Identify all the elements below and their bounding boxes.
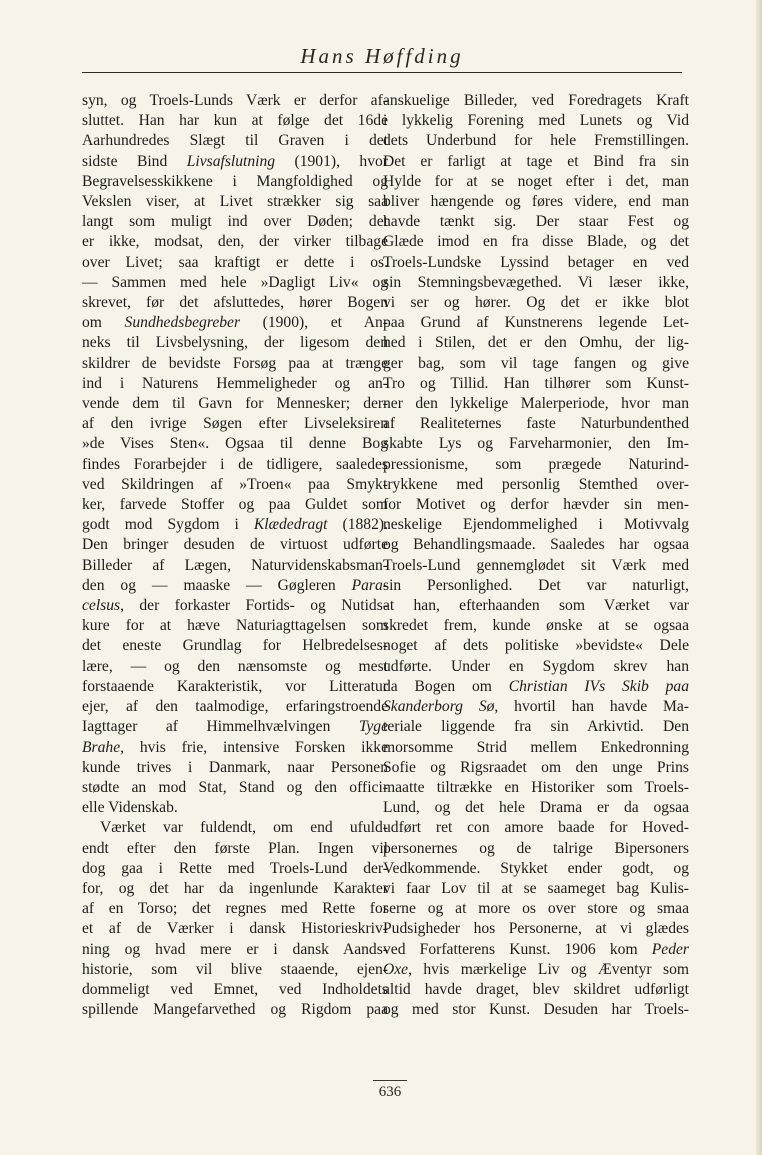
text-line: »de Vises Sten«. Ogsaa til denne Bog	[82, 435, 388, 453]
text-line: teriale liggende fra sin Arkivtid. Den	[383, 718, 689, 736]
page-number-rule	[373, 1080, 407, 1081]
text-line: Glæde imod en fra disse Blade, og det	[383, 233, 689, 251]
italic-title: Livsafslutning	[186, 152, 276, 170]
text-line: i lykkelig Forening med Lunets og Vid	[383, 112, 689, 130]
italic-title: Oxe	[383, 960, 409, 978]
text-line: udførte. Under en Sygdom skrev han	[383, 657, 689, 675]
italic-title: Christian IVs Skib paa	[508, 677, 689, 695]
text-line: maatte tiltrække en Historiker som Troels-	[383, 778, 689, 796]
text-line: vende dem til Gavn for Mennesker; der-	[82, 395, 388, 413]
text-line: endt efter den første Plan. Ingen vil	[82, 839, 388, 857]
text-line: Troels-Lund gennemglødet sit Værk med	[383, 556, 689, 574]
italic-title: Klædedragt	[253, 516, 328, 534]
italic-title: Peder	[651, 940, 689, 958]
text-line: ved Skildringen af »Troen« paa Smyk-	[82, 475, 388, 493]
text-line: neks til Livsbelysning, der ligesom den	[82, 334, 388, 352]
text-line: Vekslen viser, at Livet strækker sig saa	[82, 193, 388, 211]
text-line	[82, 515, 388, 535]
italic-title: Skanderborg Sø	[383, 698, 495, 716]
text-line: det eneste Grundlag for Helbredelses-	[82, 637, 388, 655]
header-rule	[82, 72, 682, 73]
text-line: kure for at hæve Naturiagttagelsen som	[82, 617, 388, 635]
text-line: trykkene med personlig Stemthed over-	[383, 475, 689, 493]
page-number: 636	[378, 1084, 402, 1100]
line-text-after: , hvis mærkelige Liv og Æventyr som	[408, 960, 689, 978]
text-line	[82, 313, 388, 333]
text-line: personernes og de talrige Bipersoners	[383, 839, 689, 857]
text-line: Tro og Tillid. Han tilhører som Kunst-	[383, 374, 689, 392]
text-line: Billeder af Lægen, Naturvidenskabsman-	[82, 556, 388, 574]
line-text-before: om	[82, 314, 125, 332]
text-line: anskuelige Billeder, ved Foredragets Kraft	[383, 92, 689, 109]
text-line	[383, 677, 689, 697]
line-text-before: Iagttager af Himmelhvælvingen	[82, 718, 359, 736]
text-line	[82, 717, 388, 737]
italic-title: Para-	[351, 576, 388, 594]
text-line: langt som muligt ind over Døden; det	[82, 213, 388, 231]
italic-title: Tyge	[358, 718, 388, 736]
italic-title: Sundhedsbegreber	[124, 314, 241, 332]
text-line	[82, 596, 388, 616]
text-line: for Motivet og derfor hævder sin men-	[383, 496, 689, 514]
text-line: skildrer de bevidste Forsøg paa at trænge	[82, 354, 388, 372]
text-line: — Sammen med hele »Dagligt Liv« og	[82, 273, 388, 291]
text-line: af den ivrige Søgen efter Livseleksiren	[82, 415, 388, 433]
text-line: ner den lykkelige Malerperiode, hvor man	[383, 395, 689, 413]
text-line: Vedkommende. Stykket ender godt, og	[383, 859, 689, 877]
text-line: havde tænkt sig. Der staar Fest og	[383, 213, 689, 231]
text-line: ind i Naturens Hemmeligheder og an-	[82, 374, 388, 392]
right-column	[383, 91, 689, 1020]
text-line: bliver hængende og føres videre, end man	[383, 193, 689, 211]
text-line: vi ser og hører. Og det er ikke blot	[383, 294, 689, 312]
text-line: hed i Stilen, det er den Omhu, der lig-	[383, 334, 689, 352]
text-line: ning og hvad mere er i dansk Aands-	[82, 940, 388, 958]
text-line: over Livet; saa kraftigt er dette i os.	[82, 253, 388, 271]
text-line	[383, 697, 689, 717]
italic-title: Brahe	[82, 738, 121, 756]
text-line: og Behandlingsmaade. Saaledes har ogsaa	[383, 536, 689, 554]
text-line: skabte Lys og Farveharmonier, den Im-	[383, 435, 689, 453]
text-line: Lund, og det hele Drama er da ogsaa	[383, 799, 689, 817]
line-text-after: , der forkaster Fortids- og Nutids-	[120, 597, 388, 615]
text-line: og med stor Kunst. Desuden har Troels-	[383, 1001, 689, 1019]
line-text-before: godt mod Sygdom i	[82, 516, 254, 534]
text-line: er ikke, modsat, den, der virker tilbage	[82, 233, 388, 251]
text-line: spillende Mangefarvethed og Rigdom paa	[82, 1001, 388, 1019]
text-line: lære, — og den nænsomste og mest	[82, 657, 388, 675]
page-number-block	[360, 1084, 420, 1101]
text-line: sin Stemningsbevægethed. Vi læser ikke,	[383, 273, 689, 291]
text-line: neskelige Ejendommelighed i Motivvalg	[383, 516, 689, 534]
text-line: noget af dets politiske »bevidste« Dele	[383, 637, 689, 655]
text-line: Sofie og Rigsraadet om den unge Prins	[383, 758, 689, 776]
text-line: Hylde for at se noget efter i det, man	[383, 172, 689, 190]
text-line	[82, 152, 388, 172]
text-line: Værket var fuldendt, om end ufuld-	[100, 819, 388, 837]
text-line	[383, 960, 689, 980]
text-line: morsomme Strid mellem Enkedronning	[383, 738, 689, 756]
text-line: skredet frem, kunde ønske at se ogsaa	[383, 617, 689, 635]
line-text-after: , hvortil han havde Ma-	[494, 698, 689, 716]
text-line: udført ret con amore baade for Hoved-	[383, 819, 689, 837]
text-line: vi faar Lov til at se saameget bag Kulis-	[383, 879, 689, 897]
text-line: kunde trives i Danmark, naar Personen	[82, 758, 388, 776]
text-line: serne og at more os over store og smaa	[383, 900, 689, 918]
text-line: af Realiteternes faste Naturbundenthed	[383, 415, 689, 433]
text-line: pressionisme, som prægede Naturind-	[383, 455, 689, 473]
text-line: ger bag, som vil tage fangen og give	[383, 354, 689, 372]
text-line: skrevet, før det afsluttedes, hører Bogen	[82, 294, 388, 312]
page-edge	[756, 0, 762, 1155]
line-text-after: (1882).	[327, 516, 388, 534]
text-line: findes Forarbejder i de tidligere, saaledes	[82, 455, 388, 473]
text-line: Den bringer desuden de virtuost udførte	[82, 536, 388, 554]
text-line: et af de Værker i dansk Historieskriv-	[82, 920, 388, 938]
text-line	[383, 940, 689, 960]
text-line: ejer, af den taalmodige, erfaringstroende	[82, 698, 388, 716]
text-line: Troels-Lundske Lyssind betager en ved	[383, 253, 689, 271]
text-line: Aarhundredes Slægt til Graven i det	[82, 132, 388, 150]
text-line: Pudsigheder hos Personerne, at vi glædes	[383, 920, 689, 938]
line-text-after: (1901), hvor	[275, 152, 388, 170]
text-line: forstaaende Karakteristik, vor Litteratur	[82, 677, 388, 695]
text-line: dets Underbund for hele Fremstillingen.	[383, 132, 689, 150]
line-text-after: (1900), et An-	[240, 314, 388, 332]
text-line	[82, 576, 388, 596]
text-line: dommeligt ved Emnet, ved Indholdets	[82, 980, 388, 998]
left-column	[82, 91, 388, 1020]
text-line: altid havde draget, blev skildret udførligt	[383, 980, 689, 998]
text-line: syn, og Troels-Lunds Værk er derfor af-	[82, 92, 388, 109]
line-text-before: den og — maaske — Gøgleren	[82, 576, 352, 594]
italic-title: celsus	[82, 597, 121, 615]
line-text-before: ved Forfatterens Kunst. 1906 kom	[383, 940, 652, 958]
text-line: Begravelsesskikkene i Mangfoldighed og	[82, 172, 388, 190]
line-text-before: sidste Bind	[82, 152, 187, 170]
text-line: sluttet. Han har kun at følge det 16de	[82, 112, 388, 130]
text-line: stødte an mod Stat, Stand og den offici-	[82, 778, 388, 796]
text-line: Det er farligt at tage et Bind fra sin	[383, 152, 689, 170]
text-line: historie, som vil blive staaende, ejen-	[82, 960, 388, 978]
text-line: dog gaa i Rette med Troels-Lund der-	[82, 859, 388, 877]
text-line: paa Grund af Kunstnerens legende Let-	[383, 314, 689, 332]
text-line: ker, farvede Stoffer og paa Guldet som	[82, 496, 388, 514]
line-text-before: da Bogen om	[383, 677, 509, 695]
text-line: for, og det har da ingenlunde Karakter	[82, 879, 388, 897]
running-head: Hans Høffding	[300, 44, 464, 68]
text-line: sin Personlighed. Det var naturligt,	[383, 576, 689, 594]
text-line: elle Videnskab.	[82, 799, 178, 817]
text-line	[82, 738, 388, 758]
text-line: af en Torso; det regnes med Rette for	[82, 900, 388, 918]
text-line: at han, efterhaanden som Værket var	[383, 597, 689, 615]
line-text-after: , hvis frie, intensive Forsken ikke	[120, 738, 388, 756]
